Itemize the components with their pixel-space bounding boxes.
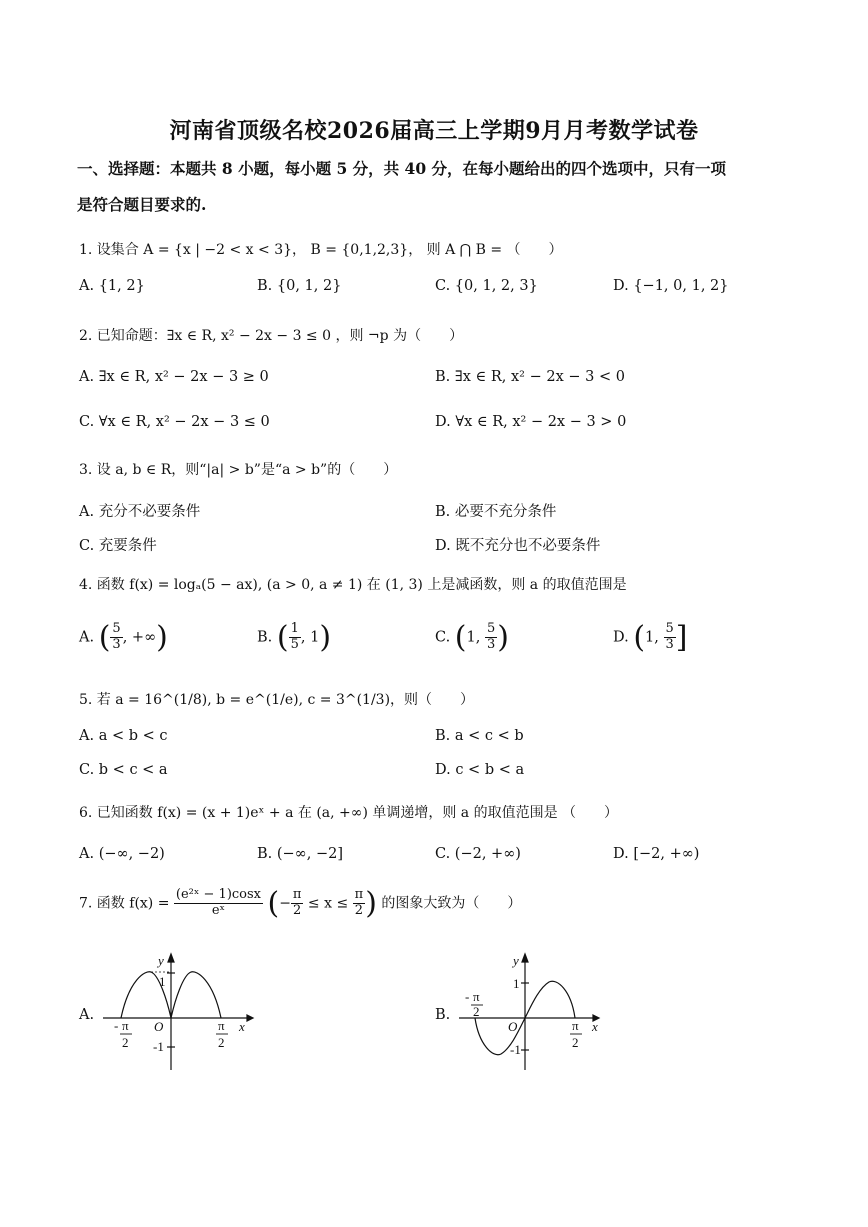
question-6-stem: 6. 已知函数 f(x) = (x + 1)eˣ + a 在 (a, +∞) 单调递增，则 a 的取值范围是 （ ） bbox=[79, 805, 619, 821]
question-3-option-d[interactable]: D. 既不充分也不必要条件 bbox=[435, 538, 601, 554]
question-4-stem: 4. 函数 f(x) = logₐ(5 − ax), (a > 0, a ≠ 1) 在 (1, 3) 上是减函数，则 a 的取值范围是 bbox=[79, 577, 627, 593]
tick-label-one: 1 bbox=[159, 974, 166, 989]
question-4-option-a[interactable]: A. ( $\frac{5}{3}$ , +∞) bbox=[79, 620, 168, 655]
y-axis-arrow bbox=[168, 954, 174, 962]
question-2-option-a[interactable]: A. ∃x ∈ R, x² − 2x − 3 ≥ 0 bbox=[79, 369, 269, 385]
question-5-option-a[interactable]: A. a < b < c bbox=[79, 728, 168, 744]
question-3-stem: 3. 设 a, b ∈ R，则“|a| > b”是“a > b”的（ ） bbox=[79, 462, 398, 478]
question-2-option-b[interactable]: B. ∃x ∈ R, x² − 2x − 3 < 0 bbox=[435, 369, 625, 385]
tick-label-two-right: 2 bbox=[572, 1035, 579, 1050]
tick-label-pi-left: π bbox=[473, 989, 480, 1004]
origin-label: O bbox=[154, 1019, 164, 1034]
fraction: $\frac{1}{5}$ bbox=[290, 621, 299, 652]
question-1-stem: 1. 设集合 A = {x | −2 < x < 3}， B = {0,1,2,3}， 则 A ⋂ B = （ ） bbox=[79, 242, 563, 258]
question-6-option-c[interactable]: C. (−2, +∞) bbox=[435, 846, 521, 862]
fraction: $\frac{\pi}{2}$ bbox=[354, 887, 364, 918]
fraction: $\frac{5}{3}$ bbox=[112, 621, 121, 652]
section-heading-line2: 是符合题目要求的. bbox=[77, 195, 207, 214]
tick-label-two-right: 2 bbox=[218, 1035, 225, 1050]
page-title: 河南省顶级名校2026届高三上学期9月月考数学试卷 bbox=[169, 118, 699, 144]
question-4-option-b[interactable]: B. ( $\frac{1}{5}$ , 1) bbox=[257, 620, 332, 655]
origin-label: O bbox=[508, 1019, 518, 1034]
question-7-stem: 7. 函数 f(x) = $\frac{\text{(e²ˣ − 1)cosx}}{\text{eˣ}}$ (− $\frac{\pi}{2}$ ≤ x ≤ $\frac{\pi}{2}$ ) 的图象大致为（ ） bbox=[79, 886, 522, 921]
tick-label-neg: - bbox=[114, 1018, 119, 1033]
question-2-stem: 2. 已知命题：∃x ∈ R, x² − 2x − 3 ≤ 0 ，则 ¬p 为（ ） bbox=[79, 328, 464, 344]
fraction: $\frac{\text{(e²ˣ − 1)cosx}}{\text{eˣ}}$ bbox=[175, 887, 262, 918]
question-1-option-d[interactable]: D. {−1, 0, 1, 2} bbox=[613, 278, 729, 294]
tick-label-neg: - bbox=[465, 989, 470, 1004]
question-4-option-c[interactable]: C. (1, $\frac{5}{3}$ ) bbox=[435, 620, 509, 655]
question-4-option-d[interactable]: D. (1, $\frac{5}{3}$ ] bbox=[613, 620, 688, 655]
section-heading-line1: 一、选择题：本题共 8 小题，每小题 5 分，共 40 分，在每小题给出的四个选项中，只有一项 bbox=[77, 159, 727, 178]
question-5-option-b[interactable]: B. a < c < b bbox=[435, 728, 524, 744]
x-label: x bbox=[239, 1019, 245, 1034]
tick-label-one: 1 bbox=[513, 976, 520, 991]
question-5-stem: 5. 若 a = 16^(1/8), b = e^(1/e), c = 3^(1/3)，则（ ） bbox=[79, 692, 475, 708]
fraction: $\frac{\pi}{2}$ bbox=[292, 887, 302, 918]
question-1-option-b[interactable]: B. {0, 1, 2} bbox=[257, 278, 342, 294]
x-axis-arrow bbox=[247, 1015, 253, 1021]
question-5-option-c[interactable]: C. b < c < a bbox=[79, 762, 168, 778]
question-1-option-c[interactable]: C. {0, 1, 2, 3} bbox=[435, 278, 538, 294]
question-3-option-b[interactable]: B. 必要不充分条件 bbox=[435, 504, 557, 520]
tick-label-two-left: 2 bbox=[122, 1035, 129, 1050]
question-7-graph-a[interactable] bbox=[95, 950, 265, 1075]
question-3-option-a[interactable]: A. 充分不必要条件 bbox=[79, 504, 201, 520]
tick-label-neg-one: -1 bbox=[510, 1042, 521, 1057]
question-7-option-a[interactable]: A. bbox=[79, 1007, 95, 1023]
tick-label-pi-right: π bbox=[572, 1018, 579, 1033]
question-6-option-b[interactable]: B. (−∞, −2] bbox=[257, 846, 344, 862]
question-7-option-b[interactable]: B. bbox=[435, 1007, 451, 1023]
fraction: $\frac{5}{3}$ bbox=[665, 621, 674, 652]
question-1-option-a[interactable]: A. {1, 2} bbox=[79, 278, 145, 294]
x-label: x bbox=[592, 1019, 598, 1034]
tick-label-pi-left: π bbox=[122, 1018, 129, 1033]
fraction: $\frac{5}{3}$ bbox=[486, 621, 496, 652]
question-7-graph-b[interactable] bbox=[455, 950, 615, 1075]
question-2-option-c[interactable]: C. ∀x ∈ R, x² − 2x − 3 ≤ 0 bbox=[79, 414, 270, 430]
tick-label-pi-right: π bbox=[218, 1018, 225, 1033]
question-6-option-a[interactable]: A. (−∞, −2) bbox=[79, 846, 165, 862]
y-label: y bbox=[158, 953, 164, 968]
question-6-option-d[interactable]: D. [−2, +∞) bbox=[613, 846, 700, 862]
question-5-option-d[interactable]: D. c < b < a bbox=[435, 762, 525, 778]
tick-label-neg-one: -1 bbox=[153, 1039, 164, 1054]
question-3-option-c[interactable]: C. 充要条件 bbox=[79, 538, 157, 554]
y-label: y bbox=[513, 953, 519, 968]
question-2-option-d[interactable]: D. ∀x ∈ R, x² − 2x − 3 > 0 bbox=[435, 414, 627, 430]
tick-label-two-left: 2 bbox=[473, 1004, 480, 1019]
y-axis-arrow bbox=[522, 954, 528, 962]
